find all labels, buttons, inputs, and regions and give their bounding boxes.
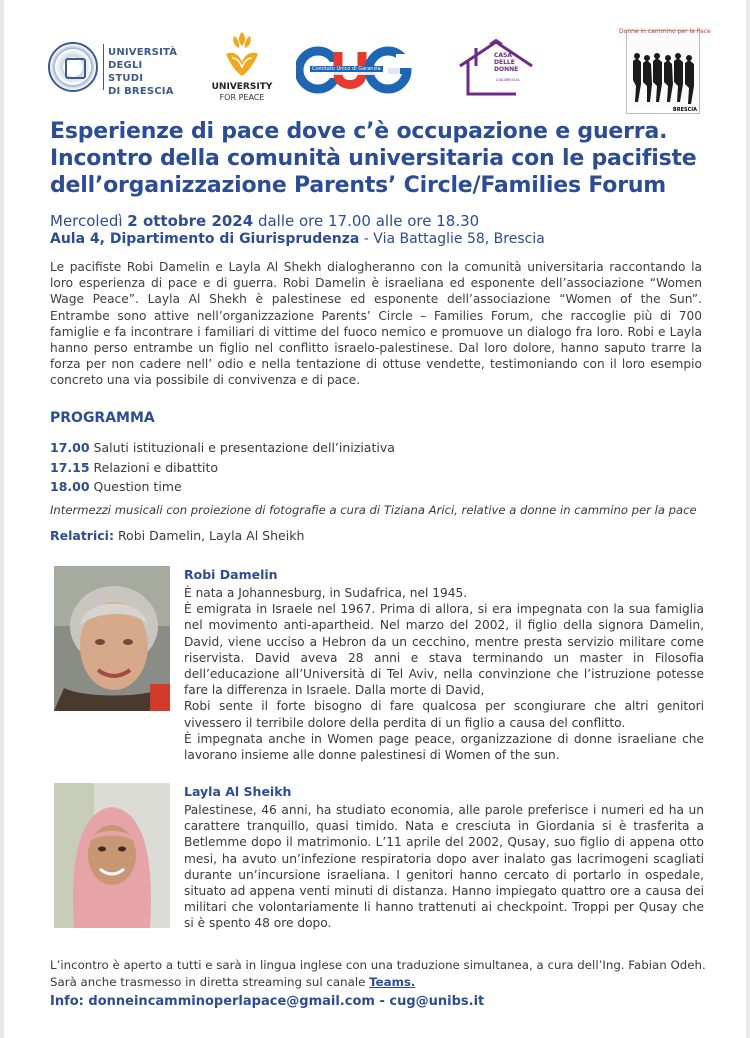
teams-link[interactable]: Teams.: [369, 974, 416, 989]
programma-item: 18.00 Question time: [50, 479, 182, 495]
intro-paragraph: Le pacifiste Robi Damelin e Layla Al Shekh dialogheranno con la comunità universitaria raccontando la loro esperienza di pace e di guerra. Robi Damelin è israeliana ed esponente dell’associazione “Women Wage Peace”. Layla Al Shekh è palestinese ed esponente dell’associazione “Women of the Sun”. Entrambe sono attive nell’organizzazione Parents’ Circle – Families Forum, che raccoglie più di 700 famiglie e fa incontrare i familiari di vittime del fuoco nemico e promuove un dialogo fra loro. Robi e Layla hanno perso entrambe un figlio nel conflitto israelo-palestinese. Dal loro dolore, hanno saputo trarre la forza per non cadere nell’ odio e nella tentazione di ottuse vendette, testimoniando con il loro esempio concreto una via possibile di convivenza e di pace.: [50, 260, 702, 388]
intermezzi-note: Intermezzi musicali con proiezione di fotografie a cura di Tiziana Arici, relative a donne in cammino per la pace: [50, 503, 697, 517]
info-emails[interactable]: donneincamminoperlapace@gmail.com - cug@unibs.it: [83, 994, 485, 1009]
unibs-seal-icon: [48, 42, 98, 92]
programma-item: 17.00 Saluti istituzionali e presentazione dell’iniziativa: [50, 440, 395, 455]
flyer-page: [4, 0, 746, 1038]
footer-note: L’incontro è aperto a tutti e sarà in lingua inglese con una traduzione simultanea, a cura dell’Ing. Fabian Odeh. Sarà anche trasmesso in diretta streaming sul canale Teams.: [50, 958, 706, 989]
relatrici-line: Relatrici: Robi Damelin, Layla Al Sheikh: [50, 528, 305, 543]
robi-damelin-photo: [54, 566, 170, 711]
donne-in-cammino-logo: Donne in cammino per la Pace BRESCIA: [619, 28, 711, 113]
programma-list: [50, 438, 700, 497]
event-location: Aula 4, Dipartimento di Giurisprudenza - Via Battaglie 58, Brescia: [50, 231, 545, 247]
peace-hands-icon: [222, 28, 262, 80]
programma-item: 17.15 Relazioni e dibattito: [50, 459, 219, 475]
info-contacts: Info: donneincamminoperlapace@gmail.com - cug@unibs.it: [50, 994, 485, 1009]
cug-logo: Comitato Unico di Garanzia: [296, 44, 414, 96]
university-for-peace-logo: UNIVERSITY FOR PEACE: [208, 28, 276, 108]
event-date: Mercoledì 2 ottobre 2024 dalle ore 17.00 alle ore 18.30: [50, 212, 480, 230]
layla-al-sheikh-photo: [54, 783, 170, 928]
bio-name: Layla Al Sheikh: [184, 784, 292, 799]
bio-name: Robi Damelin: [184, 567, 278, 582]
bio-text: Palestinese, 46 anni, ha studiato economia, alle parole preferisce i numeri ed ha un carattere tranquillo, quasi timido. Nata e cresciuta in Giordania si è trasferita a Betlemme dopo il matrimonio. L’11 aprile del 2002, Qusay, suo figlio di appena otto mesi, ha avuto un’infezione respiratoria dopo aver inalato gas lacrimogeni scagliati durante un’incursione israeliana. I genitori hanno cercato di portarlo in ospedale, situato ad appena venti minuti di distanza. Hanno impiegato quattro ore a causa dei militari che volontariamente li hanno trattenuti ai checkpoint. Troppi per Qusay che si è spento 48 ore dopo.: [184, 803, 704, 931]
logo-strip: [4, 0, 746, 116]
walking-women-image: [629, 41, 697, 109]
programma-heading: PROGRAMMA: [50, 410, 155, 426]
bio-text: È nata a Johannesburg, in Sudafrica, nel 1945. È emigrata in Israele nel 1967. Prima di allora, si era impegnata con la sua famiglia nel movimento anti-apartheid. Nel marzo del 2002, il figlio della signora Damelin, David, viene ucciso a Hebron da un cecchino, mentre presta servizio militare come riservista. David aveva 28 anni e stava terminando un master in Filosofia dell’educazione all’Università di Tel Aviv, nella convinzione che l’istruzione potesse fare la differenza in Israele. Dalla morte di David, Robi sente il forte bisogno di fare qualcosa per scongiurare che altri genitori vivessero il terribile dolore della perdita di un figlio a causa del conflitto. È impegnata anche in Women page peace, organizzazione di donne israeliane che lavorano insieme alle donne palestinesi di Women of the sun.: [184, 586, 704, 763]
casa-delle-donne-logo: CASA DELLE DONNE CaD-BRESCIA: [456, 38, 596, 98]
page-title: Esperienze di pace dove c’è occupazione e guerra. Incontro della comunità universitaria con le pacifiste dell’organizzazione Parents’ Circle/Families Forum: [50, 119, 697, 198]
unibs-logo: UNIVERSITÀ DEGLI STUDI DI BRESCIA: [48, 40, 176, 98]
